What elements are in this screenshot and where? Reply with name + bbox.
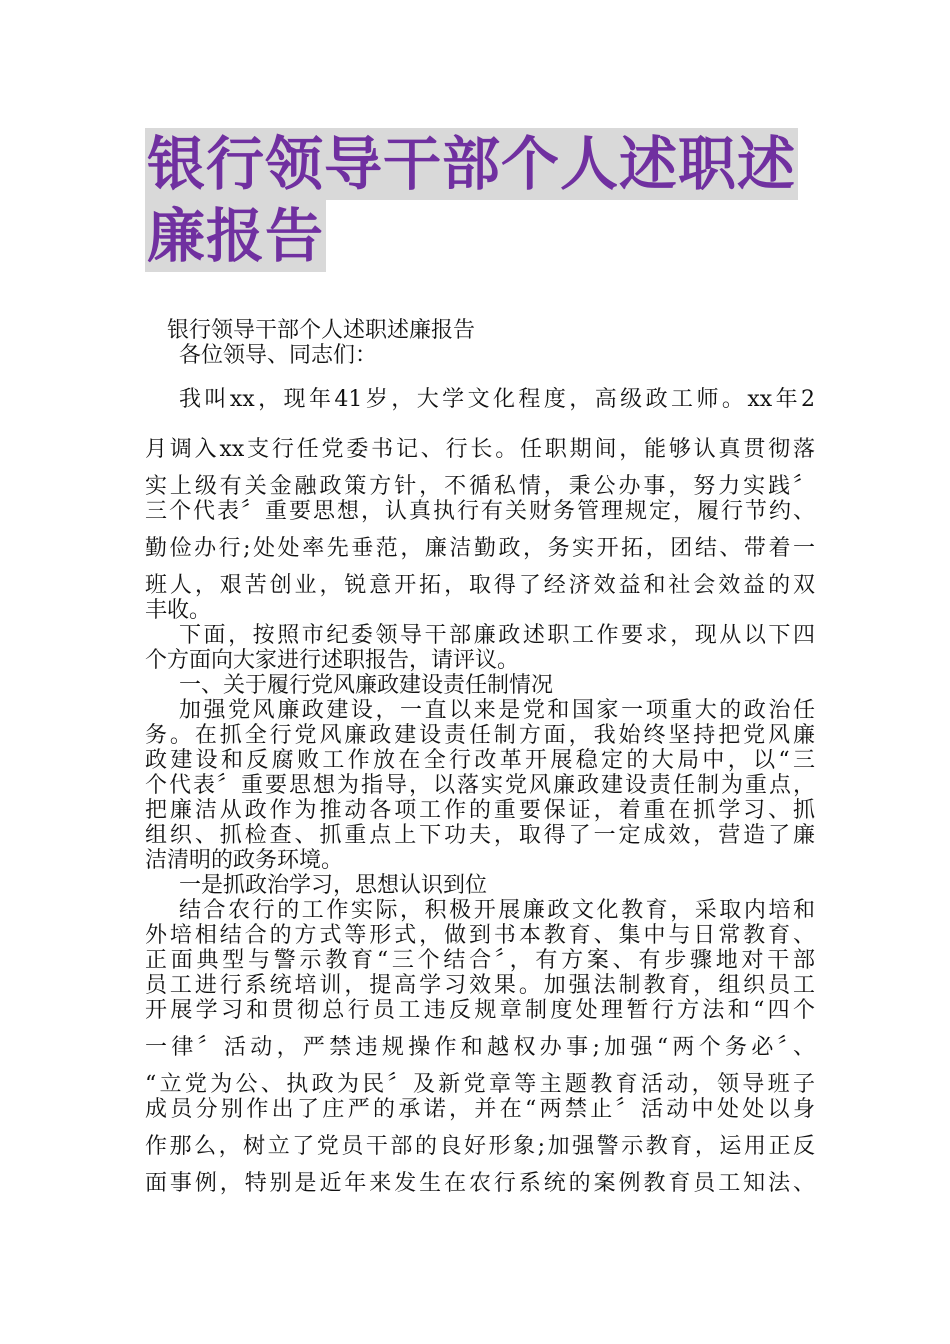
text-line: 一律〞活动，严禁违规操作和越权办事;加强“两个务必〞、 [145,1035,815,1060]
text-line: 正面典型与警示教育“三个结合〞，有方案、有步骤地对干部 [145,948,815,973]
text-line: 勤俭办行;处处率先垂范，廉洁勤政，务实开拓，团结、带着一 [145,536,815,561]
text-line: 外培相结合的方式等形式，做到书本教育、集中与日常教育、 [145,923,815,948]
text-line: 结合农行的工作实际，积极开展廉政文化教育，采取内培和 [179,898,815,923]
document-body [145,318,815,1196]
document-title [145,128,825,272]
text-line: 丰收。 [145,598,212,623]
text-line: 月调入xx支行任党委书记、行长。任职期间，能够认真贯彻落 [145,437,815,462]
text-line: 务。在抓全行党风廉政建设责任制方面，我始终坚持把党风廉 [145,723,815,748]
subtitle: 银行领导干部个人述职述廉报告 [167,318,476,343]
text-line: 开展学习和贯彻总行员工违反规章制度处理暂行方法和“四个 [145,998,815,1023]
text-line: 成员分别作出了庄严的承诺，并在“两禁止〞活动中处处以身 [145,1097,815,1122]
section-heading: 一、关于履行党风廉政建设责任制情况 [179,673,554,698]
text-line: 加强党风廉政建设，一直以来是党和国家一项重大的政治任 [179,698,815,723]
text-line: 洁清明的政务环境。 [145,848,344,873]
title-line-2: 廉报告 [147,202,325,270]
text-line: 实上级有关金融政策方针，不循私情，秉公办事，努力实践〞 [145,474,815,499]
text-line: 员工进行系统培训，提高学习效果。加强法制教育，组织员工 [145,973,815,998]
text-line: 政建设和反腐败工作放在全行改革开展稳定的大局中，以“三 [145,748,815,773]
text-line: 把廉洁从政作为推动各项工作的重要保证，着重在抓学习、抓 [145,798,815,823]
section-heading: 一是抓政治学习，思想认识到位 [179,873,488,898]
text-line: 我叫xx，现年41岁，大学文化程度，高级政工师。xx年2 [179,387,815,412]
text-line: 作那么，树立了党员干部的良好形象;加强警示教育，运用正反 [145,1134,815,1159]
text-line: 个方面向大家进行述职报告，请评议。 [145,648,520,673]
text-line: 三个代表〞重要思想，认真执行有关财务管理规定，履行节约、 [145,499,815,524]
text-line: 班人，艰苦创业，锐意开拓，取得了经济效益和社会效益的双 [145,573,815,598]
text-line: 面事例，特别是近年来发生在农行系统的案例教育员工知法、 [145,1171,815,1196]
text-line: 个代表〞重要思想为指导，以落实党风廉政建设责任制为重点， [145,773,815,798]
title-line-1: 银行领导干部个人述职述 [147,130,797,198]
text-line: 组织、抓检查、抓重点上下功夫，取得了一定成效，营造了廉 [145,823,815,848]
text-line: “立党为公、执政为民〞及新党章等主题教育活动，领导班子 [145,1072,815,1097]
greeting: 各位领导、同志们： [179,343,378,368]
text-line: 下面，按照市纪委领导干部廉政述职工作要求，现从以下四 [179,623,815,648]
